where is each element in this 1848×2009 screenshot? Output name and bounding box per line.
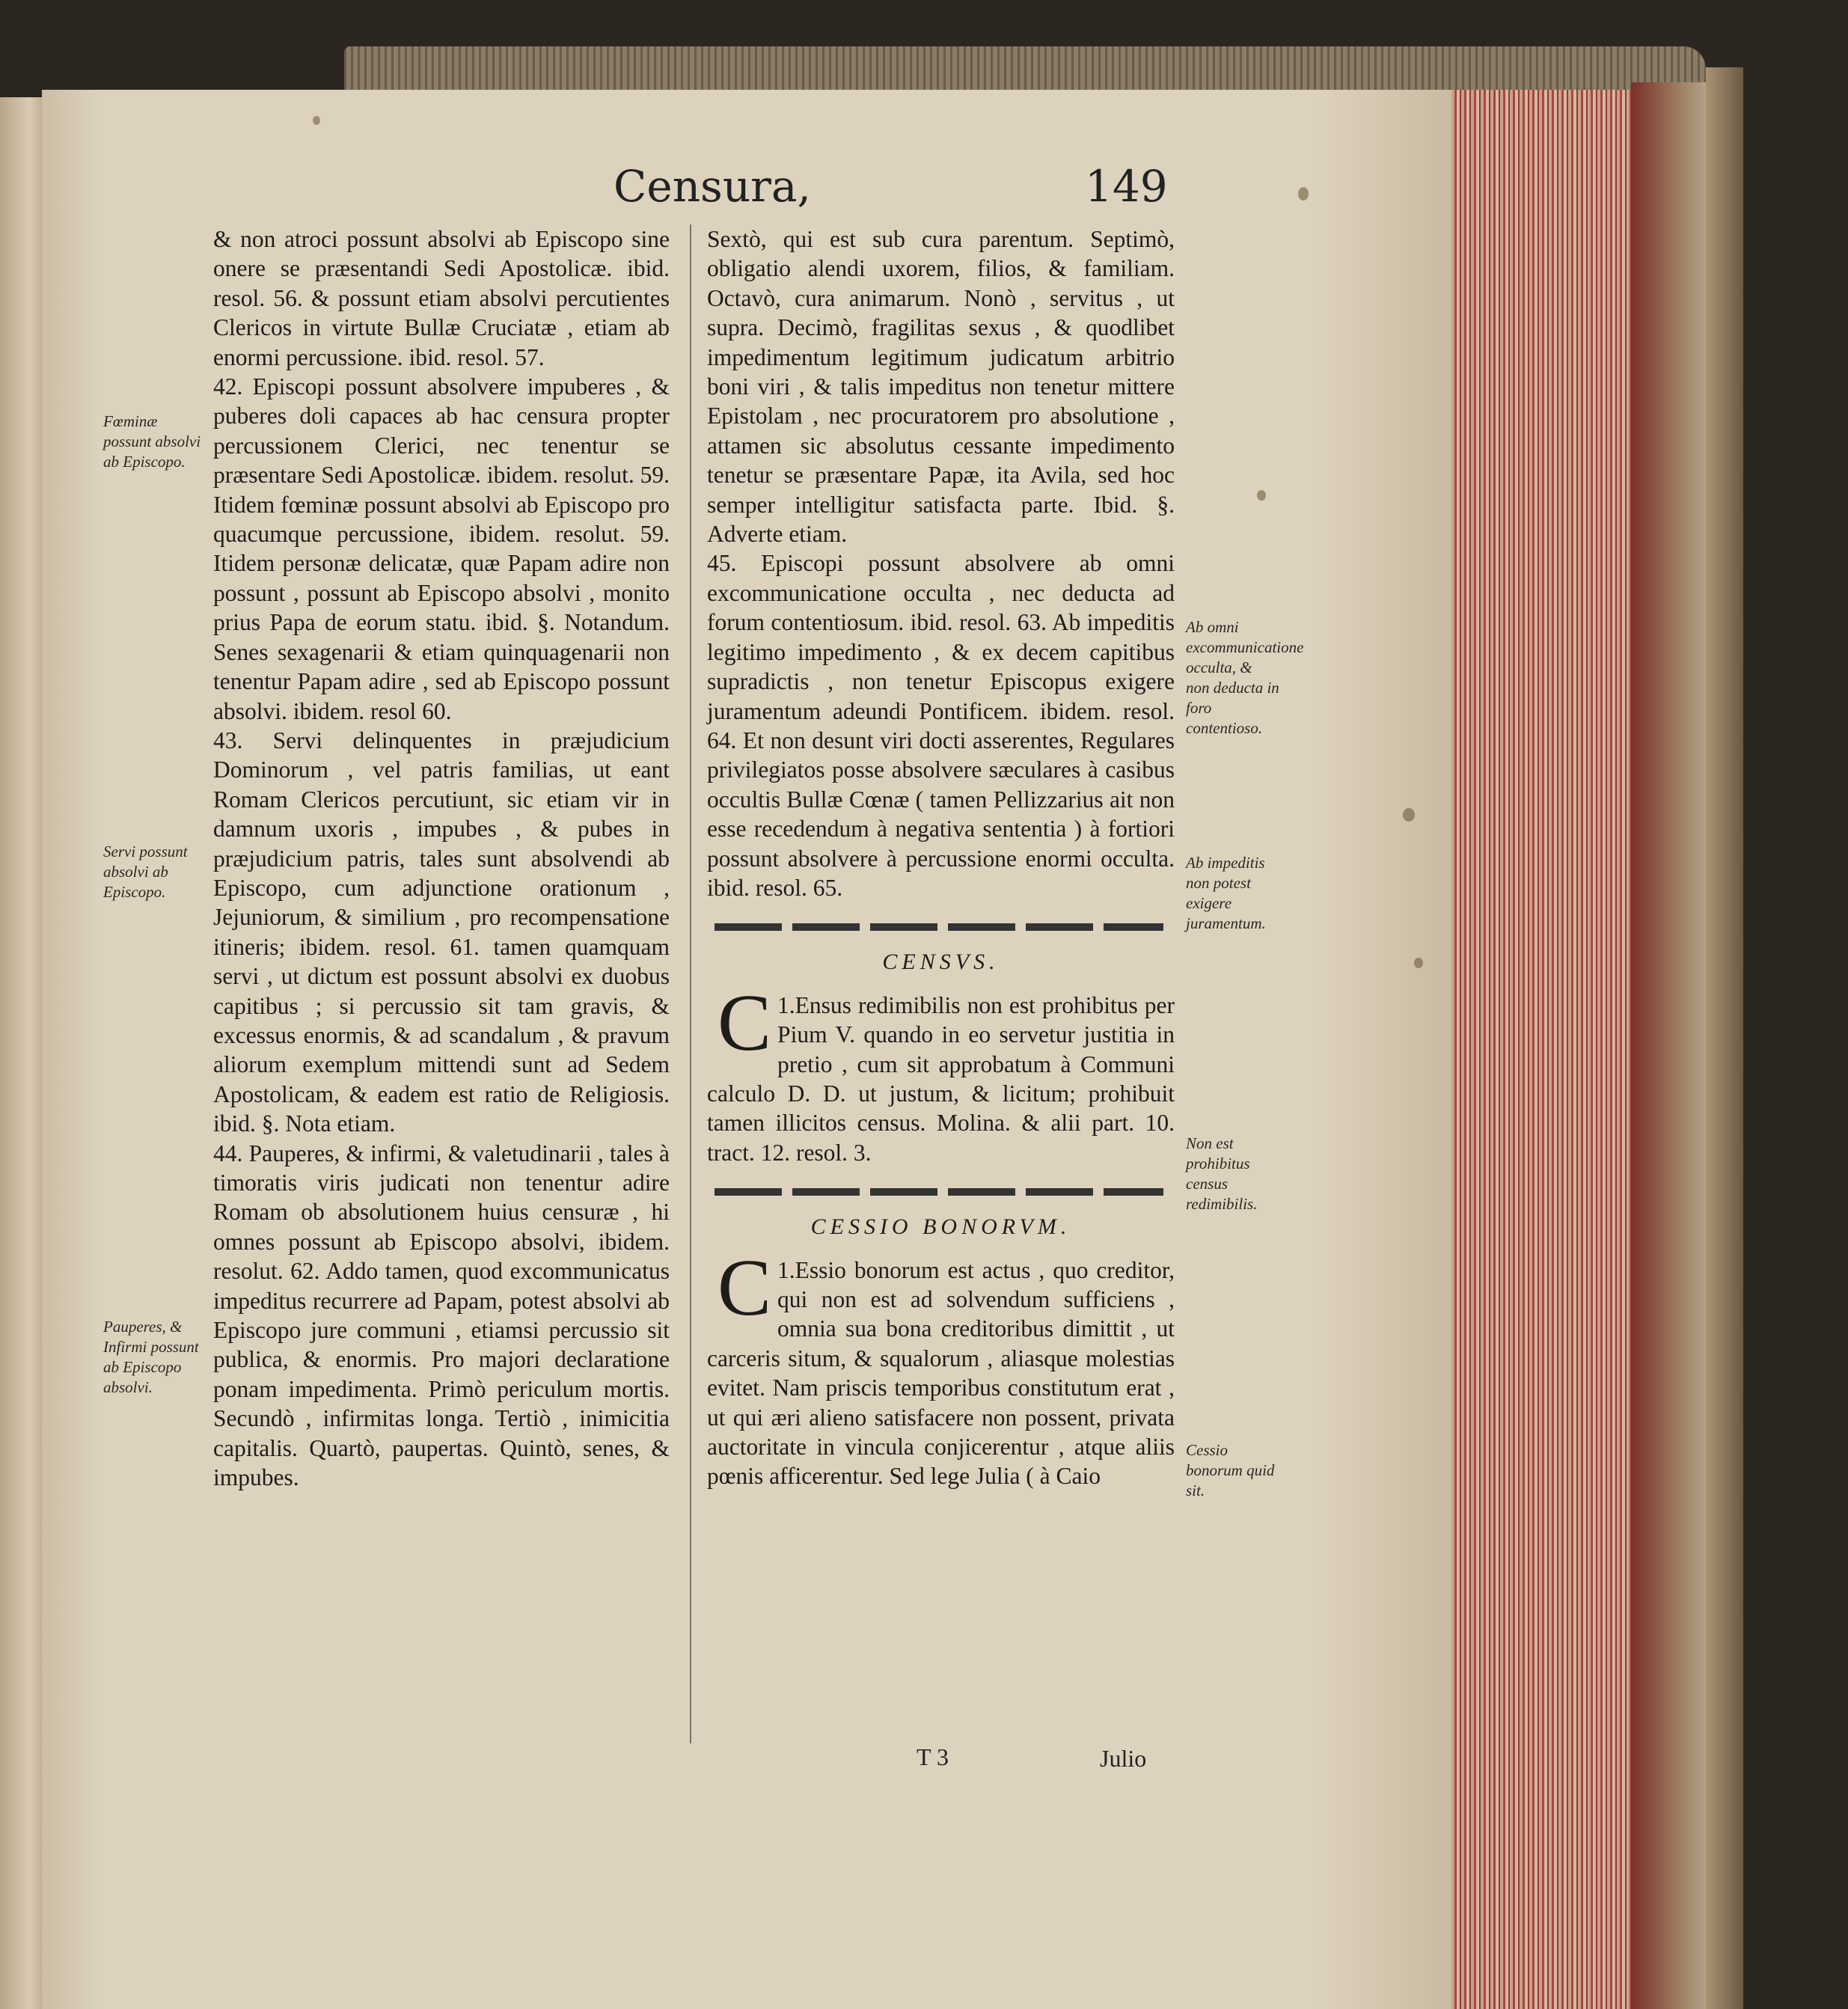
entry-number: 1. [777, 991, 795, 1018]
section-rule [715, 1188, 1163, 1196]
paragraph: Sextò, qui est sub cura parentum. Septimò, obligatio alendi uxorem, filios, & familiam. Octavò, cura animarum. Nonò , servitus , ut supra. Decimò, fragilitas sexus , & quodlibet impedimentum legitimum judicatum arbitrio boni viri , & talis impeditus non tenetur mittere Epistolam , nec procuratorem pro absolutione , attamen sic absolutus cessante impedimento tenetur se præsentare Papæ, ita Avila, sed hoc semper intelligitur satisfacta parte. Ibid. §. Adverte etiam. [707, 226, 1175, 548]
right-column [707, 224, 1175, 1491]
entry-text: Ensus redimibilis non est prohibitus per Pium V. quando in eo servetur justitia in pretio , cum sit approbatum à Communi calculo D. D. ut justum, & licitum; prohibuit tamen illicitos census. Molina. & alii part. 10. tract. 12. resol. 3. [707, 991, 1175, 1166]
entry-number: 1. [777, 1256, 795, 1283]
census-entry [707, 978, 1175, 1167]
paragraph: 43. Servi delinquentes in præjudicium Dominorum , vel patris familias, ut eant Romam Clericos percutiunt, sic etiam vir in damnum uxoris , impubes , & pubes in præjudicium patris, tales sunt absolvendi ab Episcopo, cum adjunctione orationum , Jejuniorum, & similium , pro recompensatione itineris; ibidem. resol. 61. tamen quamquam servi , ut dictum est possunt absolvi ex duobus capitibus ; si percussio sit tam gravis, & excessus enormis, & ad scandalum , & pravum aliorum exemplum mittendi sunt ad Sedem Apostolicam, & eadem est ratio de Religiosis. ibid. §. Nota etiam. [213, 727, 670, 1137]
running-head-title: Censura, [614, 161, 811, 212]
foxing-spot [1298, 187, 1309, 201]
drop-cap: C [718, 978, 772, 1068]
margin-note: Non est prohibitus census redimibilis. [1186, 1134, 1258, 1213]
margin-note: Ab omni excommunicatione occulta, & non deducta in foro contentioso. [1186, 618, 1304, 737]
cessio-entry [707, 1243, 1175, 1491]
facing-page-edge [0, 97, 42, 2009]
paragraph: 45. Episcopi possunt absolvere ab omni excommunicatione occulta , nec deducta ad forum contentiosum. ibid. resol. 63. Ab impeditis legitimo impedimento , & ex decem capitibus supradictis , non tenetur Episcopus exigere juramentum adeundi Pontificem. ibidem. resol. 64. Et non desunt viri docti asserentes, Regulares privilegiatos posse absolvere sæculares à casibus occultis Bullæ Cœnæ ( tamen Pellizzarius ait non esse recedendum à negativa sententia ) à fortiori possunt absolvere à percussione enormi occulta. ibid. resol. 65. [707, 550, 1175, 901]
signature-mark: T 3 [917, 1743, 949, 1770]
margin-note: Cessio bonorum quid sit. [1186, 1441, 1275, 1499]
entry-text: Essio bonorum est actus , quo creditor, qui non est ad solvendum sufficiens , omnia sua bona creditoribus dimittit , ut carceris situm, & squalorum , aliasque molestias evitet. Nam priscis temporibus constitutum erat , ut qui æri alieno satisfacere non possent, privata auctoritate in vincula conjicerentur , atque aliis pœnis afficerentur. Sed lege Julia ( à Caio [707, 1256, 1175, 1490]
page-number: 149 [1085, 161, 1168, 212]
foxing-spot [1403, 808, 1415, 822]
margin-note: Ab impeditis non potest exigere juramentum. [1186, 854, 1266, 932]
margin-note: Servi possunt absolvi ab Episcopo. [103, 843, 188, 901]
foxing-spot [1257, 490, 1266, 501]
paragraph: 42. Episcopi possunt absolvere impuberes , & puberes doli capaces ab hac censura propter percussionem Clerici, nec tenentur se præsentare Sedi Apostolicæ. ibidem. resolut. 59. Itidem fœminæ possunt absolvi ab Episcopo pro quacumque percussione, ibidem. resolut. 59. Itidem personæ delicatæ, quæ Papam adire non possunt , possunt ab Episcopo absolvi , monito prius Papa de eorum statu. ibid. §. Notandum. Senes sexagenarii & etiam quinquagenarii non tenentur Papam adire , sed ab Episcopo possunt absolvi. ibidem. resol 60. [213, 373, 670, 724]
section-heading-census: CENSVS. [882, 950, 1000, 975]
section-rule [715, 923, 1163, 931]
foxing-spot [1414, 958, 1423, 968]
column-divider [690, 224, 691, 1743]
catchword: Julio [1100, 1745, 1147, 1772]
drop-cap: C [718, 1243, 772, 1333]
margin-note: Fœminæ possunt absolvi ab Episcopo. [103, 412, 201, 471]
fore-edge-shade [1631, 82, 1713, 2009]
paragraph: & non atroci possunt absolvi ab Episcopo sine onere se præsentandi Sedi Apostolicæ. ibid. resol. 56. & possunt etiam absolvi percutientes Clericos in virtute Bullæ Cruciatæ , etiam ab enormi percussione. ibid. resol. 57. [213, 226, 670, 370]
book-cover-edge [1706, 67, 1743, 2009]
left-column [213, 224, 670, 1492]
section-heading-cessio: CESSIO BONORVM. [810, 1214, 1071, 1240]
paragraph: 44. Pauperes, & infirmi, & valetudinarii , tales à timoratis viris judicati non tenentur adire Romam ob absolutionem huius censuræ , hi omnes possunt ab Episcopo absolvi, ibidem. resolut. 62. Addo tamen, quod excommunicatus impeditus recurrere ad Papam, potest absolvi ab Episcopo jure communi , etiamsi percussio sit publica, & enormis. Pro majori declaratione ponam impedimenta. Primò periculum mortis. Secundò , infirmitas longa. Tertiò , inimicitia capitalis. Quartò, paupertas. Quintò, senes, & impubes. [213, 1140, 670, 1491]
foxing-spot [313, 116, 320, 125]
margin-note: Pauperes, & Infirmi possunt ab Episcopo absolvi. [103, 1318, 199, 1396]
